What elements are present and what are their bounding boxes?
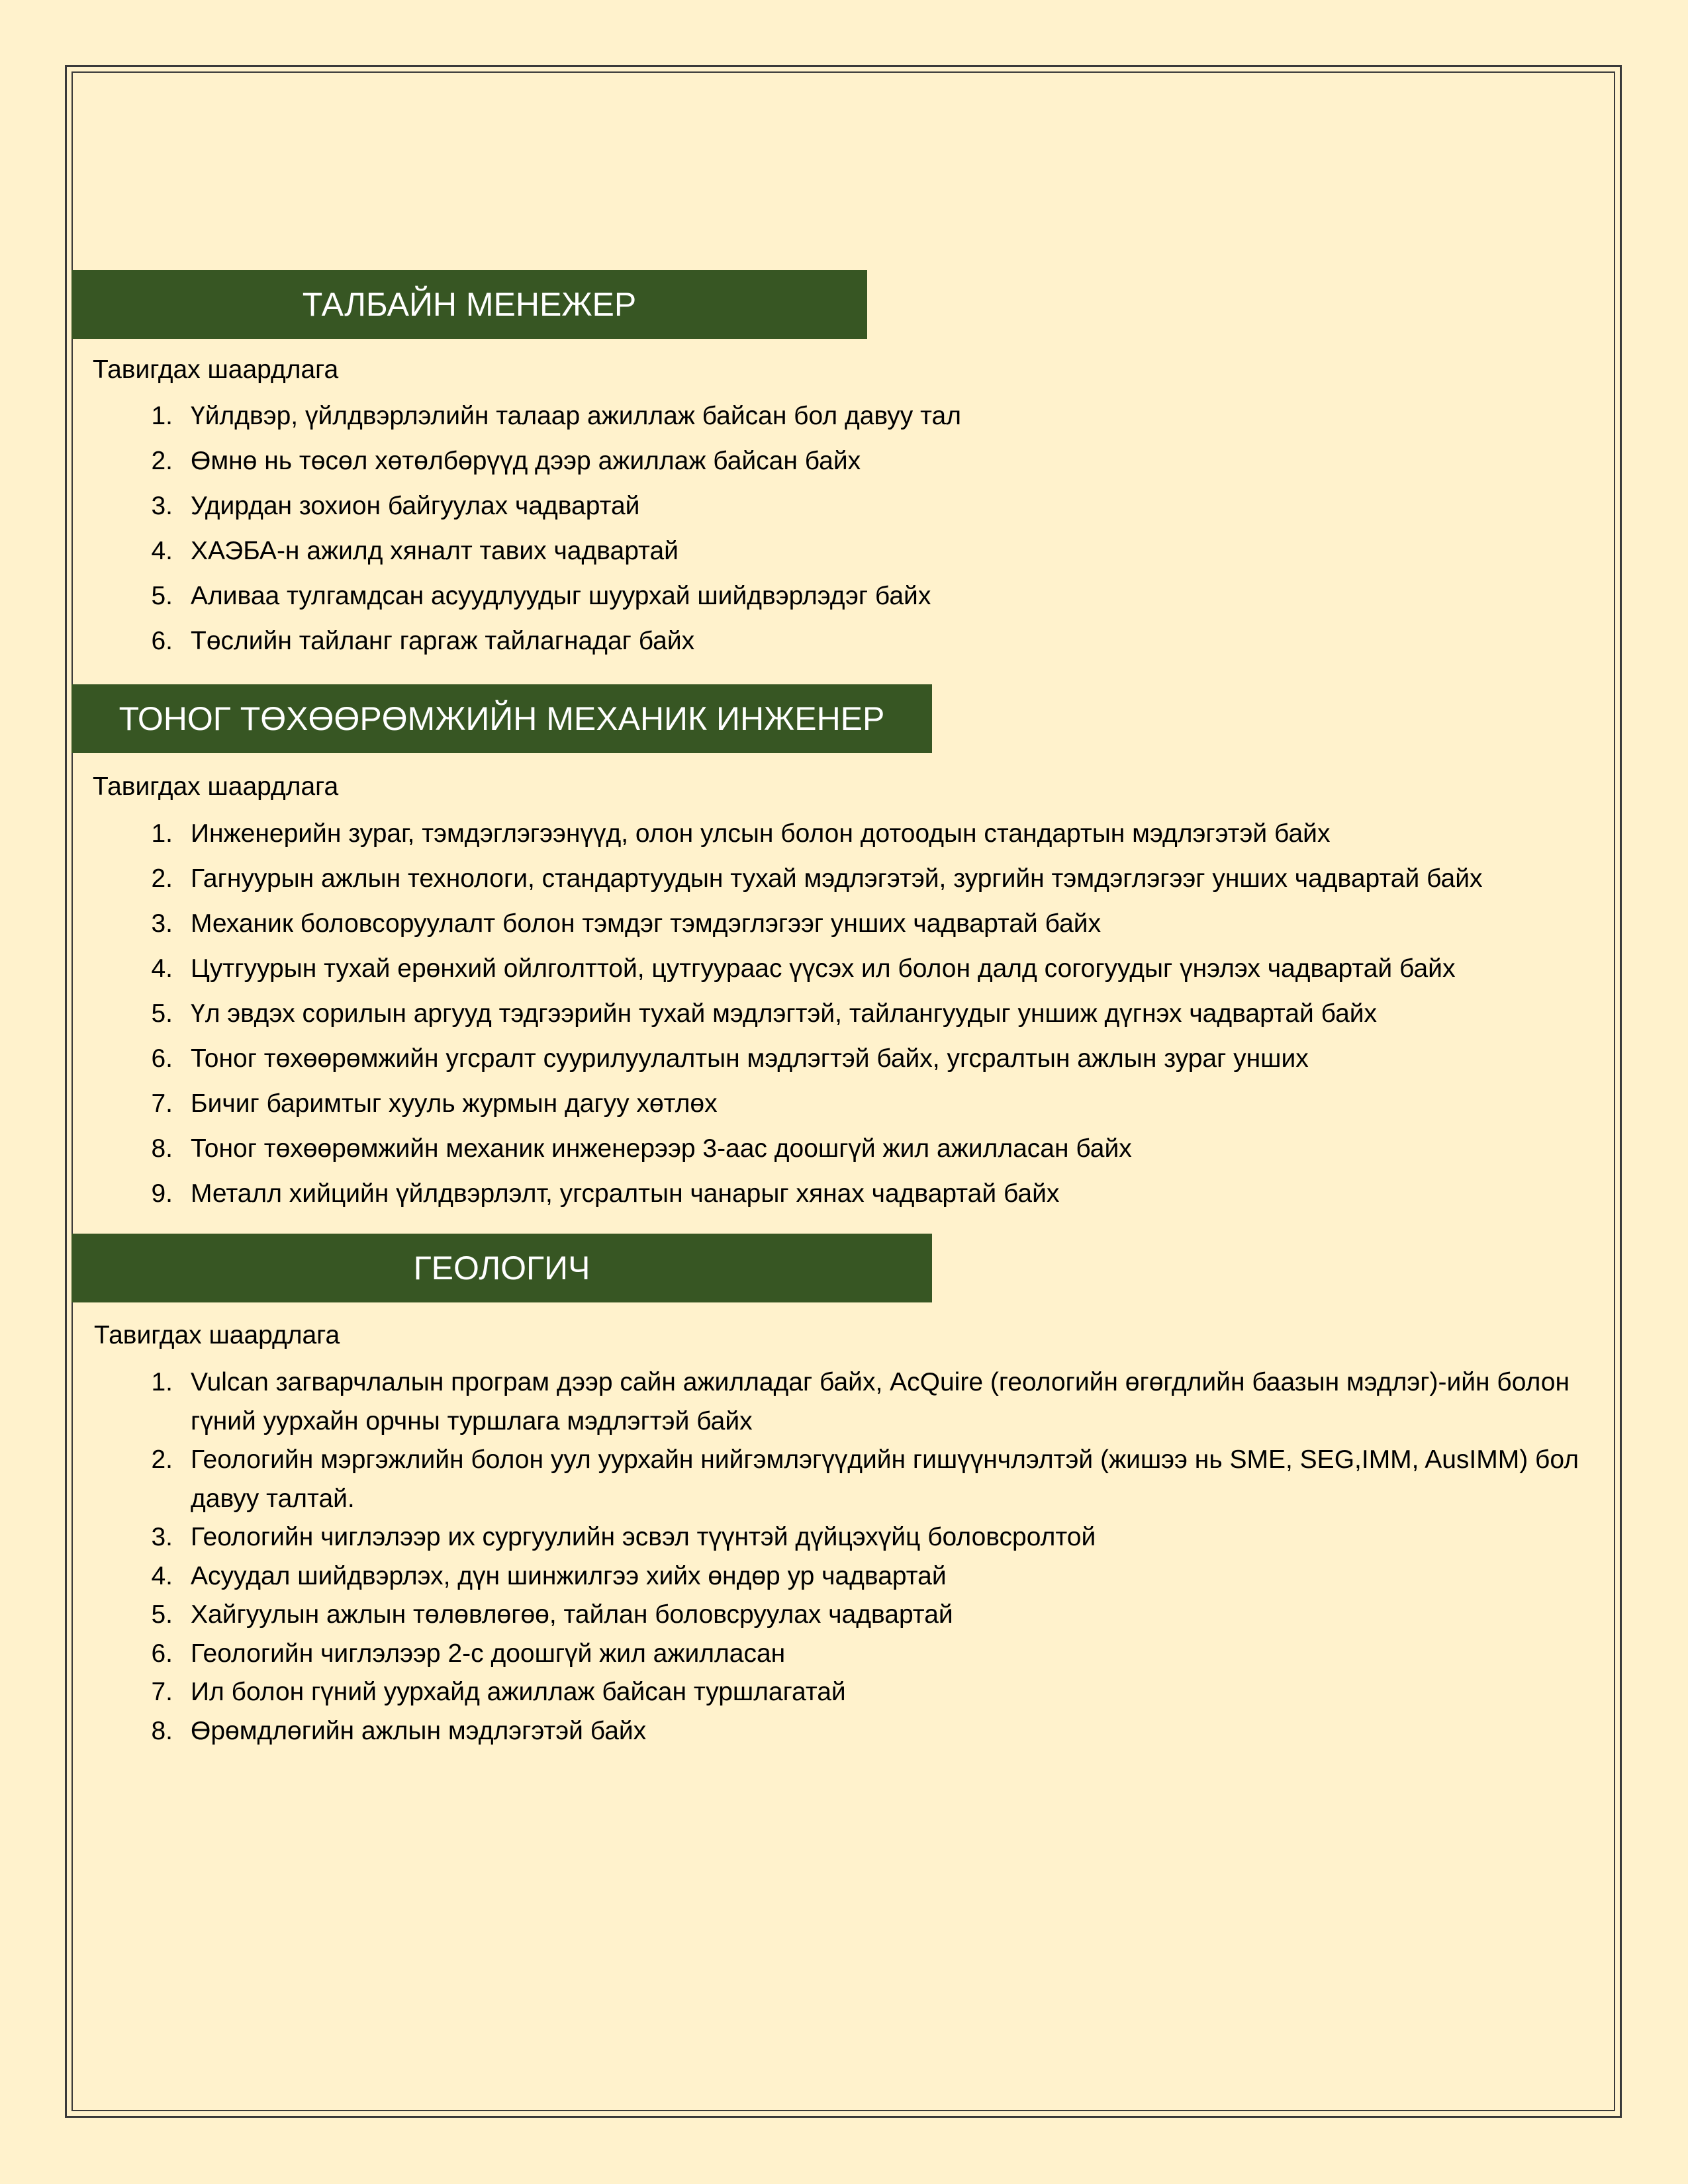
list-item: 1. Үйлдвэр, үйлдвэрлэлийн талаар ажиллаж байсан бол давуу тал	[151, 402, 961, 430]
section-title: ТАЛБАЙН МЕНЕЖЕР	[302, 286, 637, 323]
requirements-list	[141, 394, 1637, 664]
list-item: 2. Өмнө нь төсөл хөтөлбөрүүд дээр ажиллаж байсан байх	[151, 447, 861, 475]
section-banner-site-manager	[71, 270, 867, 339]
requirements-list	[141, 1363, 1637, 1751]
section-banner-geologist	[71, 1234, 932, 1302]
requirements-label: Тавигдах шаардлага	[93, 772, 339, 801]
requirements-list	[141, 811, 1637, 1216]
list-item: 1. Инженерийн зураг, тэмдэглэгээнүүд, олон улсын болон дотоодын стандартын мэдлэгэтэй байх	[151, 819, 1331, 848]
list-item: 9. Металл хийцийн үйлдвэрлэлт, угсралтын чанарыг хянах чадвартай байх	[151, 1179, 1060, 1208]
section-title: ГЕОЛОГИЧ	[413, 1250, 590, 1287]
list-item: 4. Цутгуурын тухай ерөнхий ойлголттой, цутгуураас үүсэх ил болон далд согогуудыг үнэлэх чадвартай байх	[151, 954, 1456, 983]
list-item: 8. Өрөмдлөгийн ажлын мэдлэгэтэй байх	[151, 1716, 647, 1745]
list-item: 4. Асуудал шийдвэрлэх, дүн шинжилгээ хийх өндөр ур чадвартай	[151, 1561, 947, 1590]
list-item: 6. Тоног төхөөрөмжийн угсралт суурилуулалтын мэдлэгтэй байх, угсралтын ажлын зураг унших	[151, 1044, 1309, 1073]
list-item: 1. Vulcan загварчлалын програм дээр сайн ажилладаг байх, AcQuire (геологийн өгөгдлийн баазын мэдлэг)-ийн болон гүний уурхайн орчны туршлага мэдлэгтэй байх	[151, 1368, 1570, 1435]
list-item: 3. Механик боловсоруулалт болон тэмдэг тэмдэглэгээг унших чадвартай байх	[151, 909, 1102, 938]
list-item: 5. Үл эвдэх сорилын аргууд тэдгээрийн тухай мэдлэгтэй, тайлангуудыг уншиж дүгнэх чадвартай байх	[151, 999, 1378, 1028]
list-item: 3. Геологийн чиглэлээр их сургуулийн эсвэл түүнтэй дүйцэхүйц боловсролтой	[151, 1523, 1096, 1551]
list-item: 7. Ил болон гүний уурхайд ажиллаж байсан туршлагатай	[151, 1678, 846, 1706]
section-title: ТОНОГ ТӨХӨӨРӨМЖИЙН МЕХАНИК ИНЖЕНЕР	[118, 700, 885, 737]
requirements-label: Тавигдах шаардлага	[94, 1321, 340, 1349]
list-item: 2. Геологийн мэргэжлийн болон уул уурхайн нийгэмлэгүүдийн гишүүнчлэлтэй (жишээ нь SME, SEG,IMM, AusIMM) бол давуу талтай.	[151, 1445, 1579, 1513]
list-item: 6. Геологийн чиглэлээр 2-с доошгүй жил ажилласан	[151, 1639, 786, 1668]
list-item: 3. Удирдан зохион байгуулах чадвартай	[151, 492, 640, 520]
list-item: 6. Төслийн тайланг гаргаж тайлагнадаг байх	[151, 627, 695, 655]
list-item: 4. ХАЭБА-н ажилд хяналт тавих чадвартай	[151, 537, 679, 565]
list-item: 8. Тоног төхөөрөмжийн механик инженерээр 3-аас доошгүй жил ажилласан байх	[151, 1134, 1132, 1163]
list-item: 7. Бичиг баримтыг хууль журмын дагуу хөтлөх	[151, 1089, 718, 1118]
list-item: 2. Гагнуурын ажлын технологи, стандартуудын тухай мэдлэгэтэй, зургийн тэмдэглэгээг унших чадвартай байх	[151, 864, 1483, 893]
requirements-label: Тавигдах шаардлага	[93, 355, 339, 384]
list-item: 5. Аливаа тулгамдсан асуудлуудыг шуурхай шийдвэрлэдэг байх	[151, 582, 931, 610]
section-banner-mechanical-engineer	[71, 684, 932, 753]
list-item: 5. Хайгуулын ажлын төлөвлөгөө, тайлан боловсруулах чадвартай	[151, 1600, 953, 1629]
